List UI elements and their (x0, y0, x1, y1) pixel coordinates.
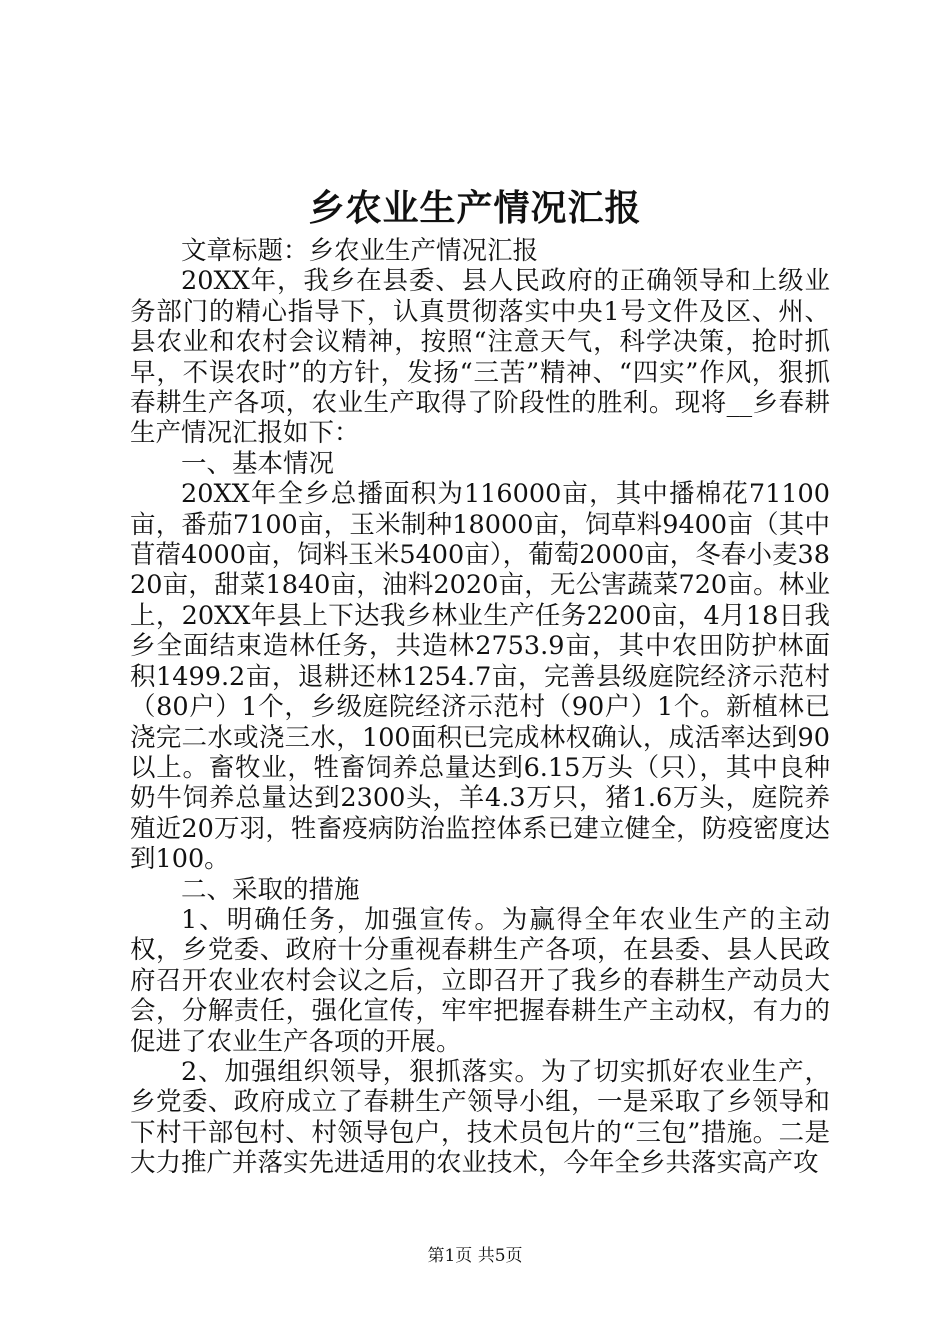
document-title: 乡农业生产情况汇报 (308, 187, 642, 229)
document-body (130, 236, 830, 1179)
section-heading-basic: 一、基本情况 (181, 448, 335, 479)
paragraph-measure-2: 2、加强组织领导，狠抓落实。为了切实抓好农业生产，乡党委、政府成立了春耕生产领导小组，一是采取了乡领导和下村干部包村、村领导包户，技术员包片的“三包”措施。二是大力推广并落实先进适用的农业技术，今年全乡共落实高产攻 (130, 1056, 830, 1179)
paragraph-basic-situation: 20XX年全乡总播面积为116000亩，其中播棉花71100亩，番茄7100亩，玉米制种18000亩，饲草料9400亩（其中苜蓿4000亩，饲料玉米5400亩），葡萄2000亩，冬春小麦3820亩，甜菜1840亩，油料2020亩，无公害蔬菜720亩。林业上，20XX年县上下达我乡林业生产任务2200亩，4月18日我乡全面结束造林任务，共造林2753.9亩，其中农田防护林面积1499.2亩，退耕还林1254.7亩，完善县级庭院经济示范村（80户）1个，乡级庭院经济示范村（90户）1个。新植林已浇完二水或浇三水，100面积已完成林权确认，成活率达到90以上。畜牧业，牲畜饲养总量达到6.15万头（只），其中良种奶牛饲养总量达到2300头，羊4.3万只，猪1.6万头，庭院养殖近20万羽，牲畜疫病防治监控体系已建立健全，防疫密度达到100。 (130, 479, 830, 875)
paragraph-article-title: 文章标题：乡农业生产情况汇报 (181, 236, 539, 266)
paragraph-measure-1: 1、明确任务，加强宣传。为赢得全年农业生产的主动权，乡党委、政府十分重视春耕生产各项，在县委、县人民政府召开农业农村会议之后，立即召开了我乡的春耕生产动员大会，分解责任，强化宣传，牢牢把握春耕生产主动权，有力的促进了农业生产各项的开展。 (130, 904, 830, 1057)
paragraph-intro: 20XX年，我乡在县委、县人民政府的正确领导和上级业务部门的精心指导下，认真贯彻落实中央1号文件及区、州、县农业和农村会议精神，按照“注意天气，科学决策，抢时抓早，不误农时”的方针，发扬“三苦”精神、“四实”作风，狠抓春耕生产各项，农业生产取得了阶段性的胜利。现将__乡春耕生产情况汇报如下： (130, 266, 830, 449)
page-footer: 第1页 共5页 (427, 1246, 523, 1266)
section-heading-measures: 二、采取的措施 (181, 874, 360, 905)
